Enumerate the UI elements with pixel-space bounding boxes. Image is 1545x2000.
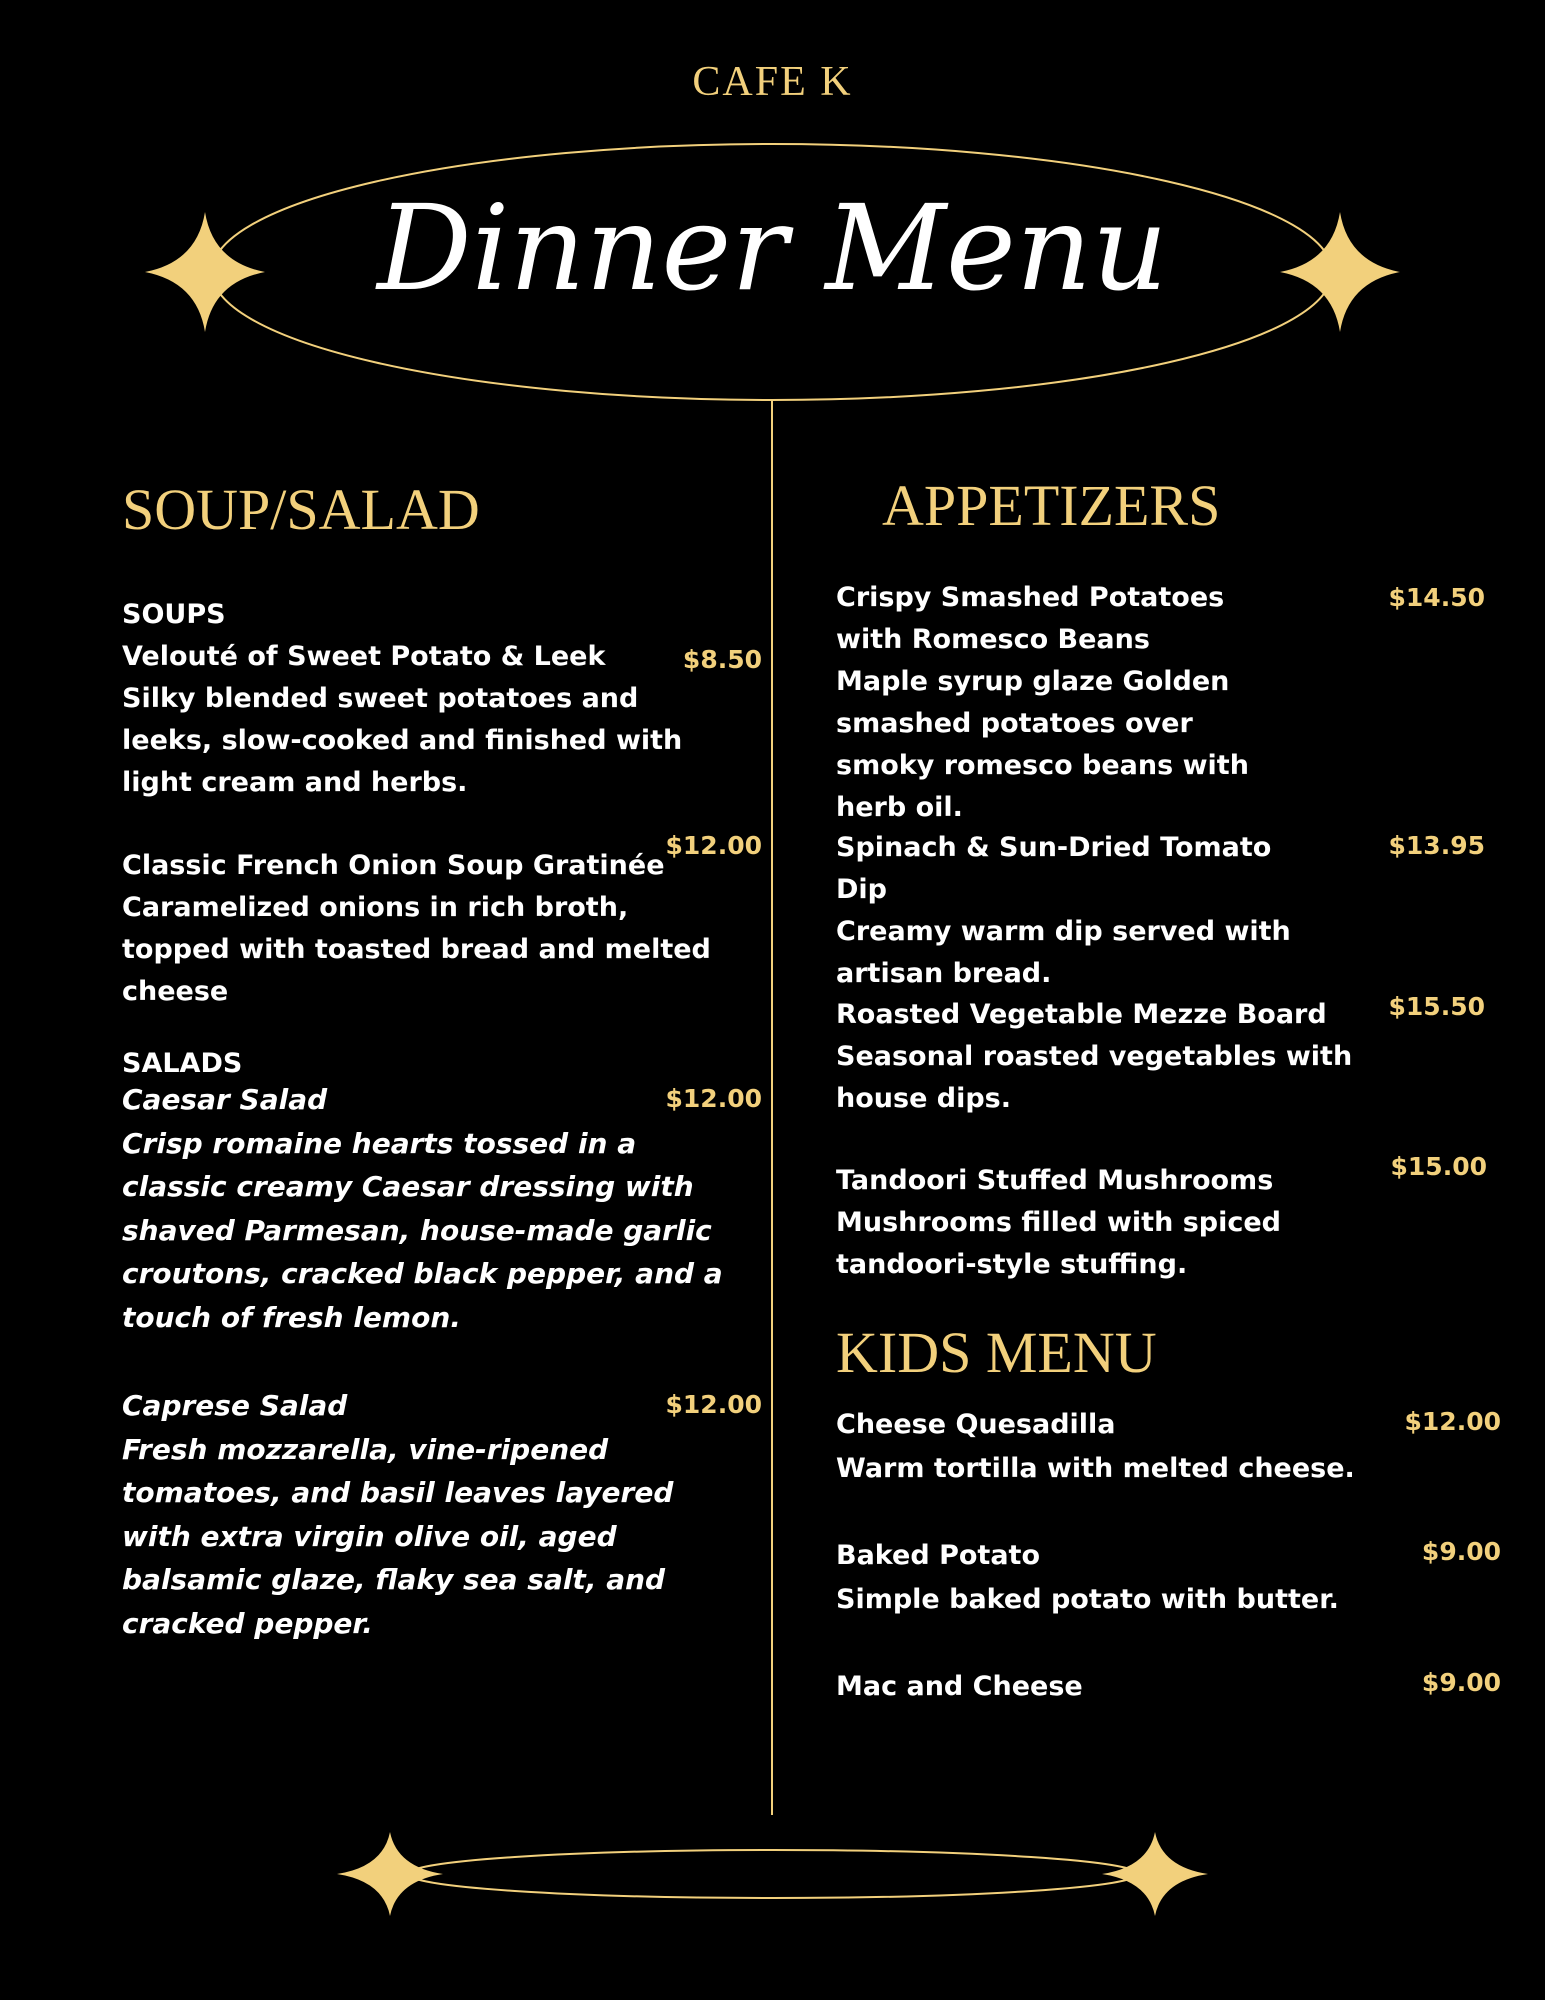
item-name: Spinach & Sun-Dried Tomato Dip	[836, 832, 1272, 905]
item-name: Caesar Salad	[122, 1083, 328, 1116]
item-description: Maple syrup glaze Golden smashed potatoes over smoky romesco beans with herb oil.	[836, 666, 1249, 823]
item-description: Mushrooms filled with spiced tandoori-style stuffing.	[836, 1207, 1281, 1280]
item-name: Classic French Onion Soup Gratinée	[122, 850, 665, 881]
menu-item	[836, 577, 1286, 829]
item-price: $15.50	[1388, 992, 1485, 1021]
menu-item	[122, 845, 722, 1013]
salads-label: SALADS	[122, 1048, 243, 1079]
menu-item	[836, 1665, 1396, 1709]
section-heading-appetizers: APPETIZERS	[882, 473, 1221, 538]
item-name: Cheese Quesadilla	[836, 1409, 1116, 1440]
menu-item	[836, 827, 1316, 995]
item-price: $12.00	[1404, 1407, 1501, 1436]
item-price: $12.00	[665, 1390, 762, 1419]
item-price: $8.50	[682, 645, 762, 674]
item-description: Warm tortilla with melted cheese.	[836, 1453, 1355, 1484]
item-description: Seasonal roasted vegetables with house dips.	[836, 1041, 1353, 1114]
menu-item	[836, 1534, 1396, 1622]
item-description: Silky blended sweet potatoes and leeks, slow-cooked and finished with light cream and herbs.	[122, 683, 683, 798]
item-price: $12.00	[665, 1084, 762, 1113]
section-heading-soup-salad: SOUP/SALAD	[122, 477, 480, 542]
menu-item	[836, 1160, 1316, 1286]
item-name: Caprese Salad	[122, 1389, 348, 1422]
item-name: Roasted Vegetable Mezze Board	[836, 999, 1327, 1030]
page-title: Dinner Menu	[377, 179, 1168, 317]
item-name: Velouté of Sweet Potato & Leek	[122, 641, 606, 672]
item-price: $9.00	[1421, 1537, 1501, 1566]
item-price: $13.95	[1388, 831, 1485, 860]
item-description: Caramelized onions in rich broth, topped with toasted bread and melted cheese	[122, 892, 711, 1007]
item-description: Fresh mozzarella, vine-ripened tomatoes, and basil leaves layered with extra virgin olive oil, aged balsamic glaze, flaky sea salt, and cracked pepper.	[122, 1432, 674, 1640]
menu-item	[122, 636, 722, 804]
item-name: Crispy Smashed Potatoes with Romesco Beans	[836, 582, 1225, 655]
menu-item	[122, 1078, 727, 1339]
cafe-name: CAFE K	[692, 59, 853, 105]
menu-item	[836, 994, 1356, 1120]
item-price: $9.00	[1421, 1668, 1501, 1697]
item-price: $14.50	[1388, 583, 1485, 612]
sparkle-icon	[337, 1832, 443, 1916]
menu-item	[122, 1384, 712, 1645]
item-price: $12.00	[665, 831, 762, 860]
item-name: Mac and Cheese	[836, 1671, 1083, 1702]
sparkle-icon	[1102, 1832, 1208, 1916]
item-name: Baked Potato	[836, 1540, 1040, 1571]
item-price: $15.00	[1390, 1152, 1487, 1181]
item-description: Creamy warm dip served with artisan bread.	[836, 916, 1291, 989]
footer-ellipse	[408, 1850, 1138, 1898]
soups-label: SOUPS	[122, 599, 226, 630]
item-description: Crisp romaine hearts tossed in a classic creamy Caesar dressing with shaved Parmesan, house-made garlic croutons, cracked black pepper, and a touch of fresh lemon.	[122, 1126, 723, 1334]
item-description: Simple baked potato with butter.	[836, 1584, 1339, 1615]
section-heading-kids-menu: KIDS MENU	[836, 1320, 1157, 1385]
menu-item	[836, 1403, 1396, 1491]
item-name: Tandoori Stuffed Mushrooms	[836, 1165, 1274, 1196]
